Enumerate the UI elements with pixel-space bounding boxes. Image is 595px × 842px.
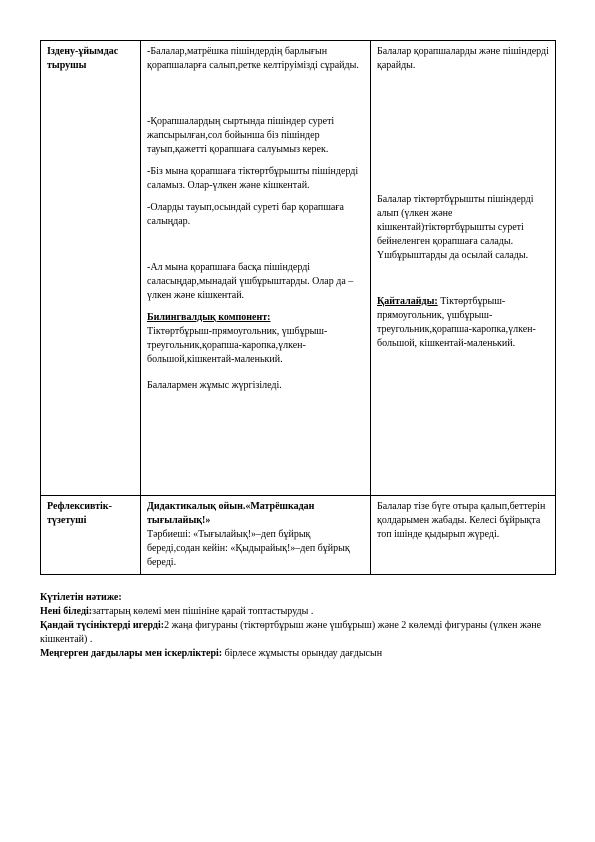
stage-cell <box>41 41 141 496</box>
table-row <box>41 496 556 575</box>
teacher-text: -Қорапшалардың сыртында пішіндер суреті жапсырылған,сол бойынша біз пішіндер тауып,қажетті қорапшаға салуымыз керек. <box>147 116 335 155</box>
teacher-text: Балалармен жұмыс жүргізіледі. <box>147 380 282 391</box>
repeat-label: Қайталайды: <box>377 296 438 307</box>
children-text: Балалар тізе бүге отыра қалып,беттерін қолдарымен жабады. Келесі бұйрықта топ ішінде қыдырып жүреді. <box>377 501 546 540</box>
teacher-text: -Оларды тауып,осындай суреті бар қорапшаға салыңдар. <box>147 202 344 227</box>
bilingual-text: Тіктөртбұрыш-прямоугольник, үшбұрыш-треугольник,қорапша-каропка,үлкен-большой,кішкентай-маленький. <box>147 326 328 365</box>
teacher-text: -Біз мына қорапшаға тіктөртбұрышты пішіндерді саламыз. Олар-үлкен және кішкентай. <box>147 166 359 191</box>
children-activity-cell <box>371 496 556 575</box>
teacher-text: -Балалар,матрёшка пішіндердің барлығын қорапшаларға салып,ретке келтіруімізді сұрайды. <box>147 46 359 71</box>
result-label: Меңгерген дағдылары мен іскерліктері: <box>40 648 223 659</box>
expected-results <box>40 591 555 661</box>
stage-cell <box>41 496 141 575</box>
result-text: бірлесе жұмысты орындау дағдысын <box>222 648 383 659</box>
teacher-activity-cell <box>141 41 371 496</box>
expected-results-heading: Күтілетін нәтиже: <box>40 592 122 603</box>
repeat-text: Тіктөртбұрыш-прямоугольник, үшбұрыш-треугольник,қорапша-каропка,үлкен-большой, кішкентай-маленький. <box>377 296 536 349</box>
stage-label: Рефлексивтік-түзетуші <box>47 501 112 526</box>
children-text: Балалар тіктөртбұрышты пішіндерді алып (үлкен және кішкентай)тіктөртбұрышты суреті бейнеленген қорапшаға салады. Үшбұрыштарды да осылай салады. <box>377 194 534 261</box>
teacher-activity-cell <box>141 496 371 575</box>
game-title: Дидактикалық ойын.«Матрёшкадан тығылайық!» <box>147 501 315 526</box>
result-text: 2 жаңа фигураны (тіктөртбұрыш және үшбұрыш) және 2 көлемді фигураны (үлкен және кішкентай) . <box>40 620 542 645</box>
bilingual-label: Билингвалдық компонент: <box>147 312 271 323</box>
teacher-text: -Ал мына қорапшаға басқа пішіндерді салаcыңдар,мынадай үшбұрыштарды. Олар да –үлкен және кішкентай. <box>147 262 354 301</box>
children-activity-cell <box>371 41 556 496</box>
table-row <box>41 41 556 496</box>
result-label: Нені біледі: <box>40 606 93 617</box>
stage-label: Іздену-ұйымдас тырушы <box>47 46 119 71</box>
result-text: заттарың көлемі мен пішініне қарай топтастыруды . <box>92 606 314 617</box>
result-label: Қандай түсініктерді игерді: <box>40 620 165 631</box>
children-text: Балалар қорапшаларды және пішіндерді қарайды. <box>377 46 549 71</box>
game-text: Тәрбиеші: «Тығылайық!»–деп бұйрық береді,содан кейін: «Қыдырайық!»–деп бұйрық береді. <box>147 529 350 568</box>
lesson-table <box>40 40 556 575</box>
